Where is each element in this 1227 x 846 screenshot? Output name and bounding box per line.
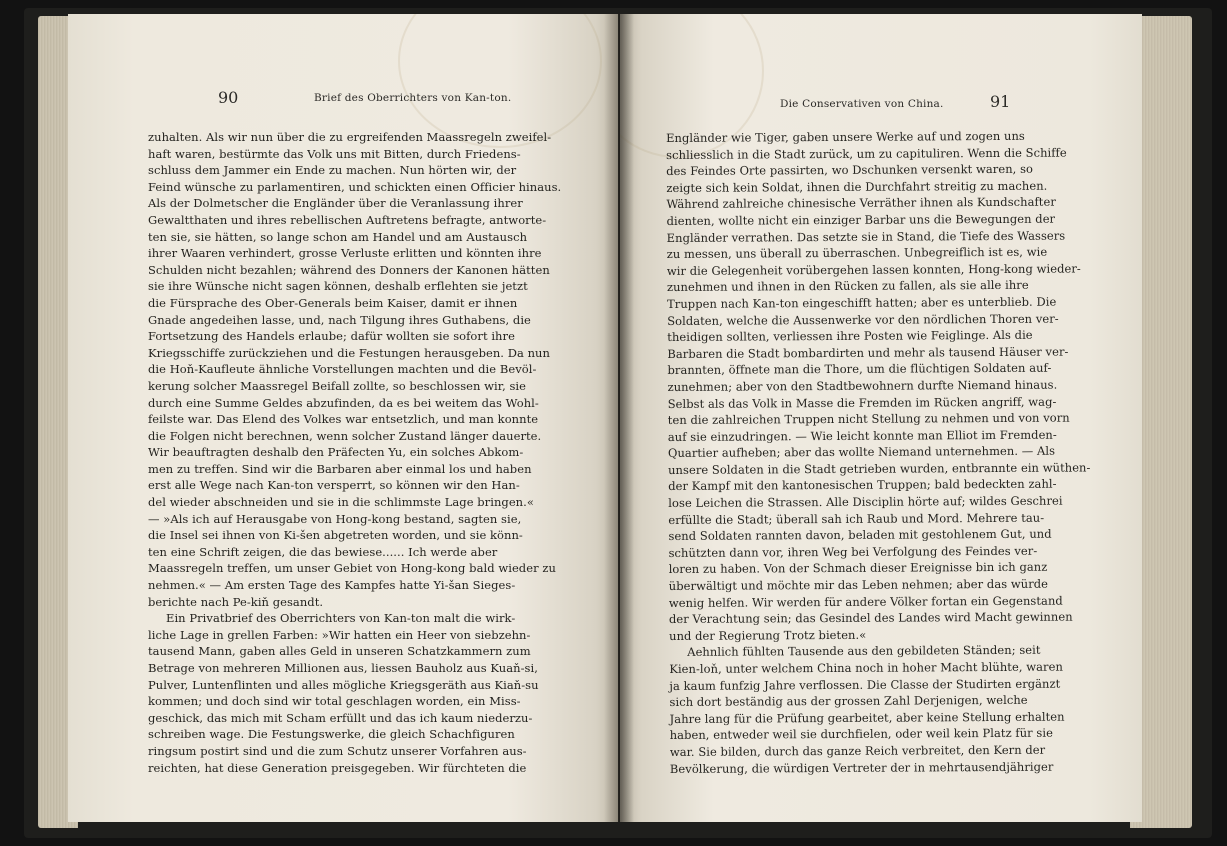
text-line: lose Leichen die Strassen. Alle Disciplin hörte auf; wildes Geschrei: [668, 493, 1063, 511]
text-line: schützten dann vor, ihren Weg bei Verfolgung des Feindes ver-: [668, 543, 1038, 560]
text-line: kommen; und doch sind wir total geschlagen worden, ein Miss-: [148, 694, 521, 709]
text-line: Während zahlreiche chinesische Verräther ihnen als Kundschafter: [666, 194, 1056, 212]
text-line: Wir beauftragten deshalb den Präfecten Yu, ein solches Abkom-: [148, 445, 524, 460]
text-line: unsere Soldaten in die Stadt getrieben wurden, entbrannte ein wüthen-: [668, 460, 1091, 477]
text-line: zu messen, uns überall zu überraschen. Unbegreiflich ist es, wie: [666, 244, 1048, 262]
text-line: Engländer verrathen. Das setzte sie in Stand, die Tiefe des Wassers: [666, 228, 1066, 245]
text-line: brannten, öffnete man die Thore, um die flüchtigen Soldaten auf-: [667, 360, 1052, 378]
book-gutter: [604, 14, 634, 822]
text-line: dienten, wollte nicht ein einziger Barbar uns die Bewegungen der: [666, 211, 1056, 228]
text-line: reichten, hat diese Generation preisgegeben. Wir fürchteten die: [148, 760, 527, 775]
text-line: erst alle Wege nach Kan-ton versperrt, so können wir den Han-: [148, 478, 520, 493]
text-line: zunehmen und ihnen in den Rücken zu fallen, als sie alle ihre: [666, 278, 1029, 295]
text-line: ringsum postirt sind und die zum Schutz unserer Vorfahren aus-: [148, 743, 527, 758]
text-line: del wieder abschneiden und sie in die schlimmste Lage bringen.«: [148, 495, 534, 510]
water-stain: [398, 14, 602, 148]
text-line: send Soldaten rannten davon, beladen mit gestohlenem Gut, und: [668, 526, 1052, 544]
text-line: loren zu haben. Von der Schmach dieser Ereignisse bin ich ganz: [668, 560, 1048, 577]
text-line: wenig helfen. Wir werden für andere Völker fortan ein Gegenstand: [668, 593, 1063, 610]
text-line: Als der Dolmetscher die Engländer über die Veranlassung ihrer: [148, 196, 523, 211]
text-line: schreiben wage. Die Festungswerke, die gleich Schachfiguren: [148, 727, 515, 742]
text-line: Aehnlich fühlten Tausende aus den gebildeten Ständen; seit: [687, 643, 1041, 660]
text-line: Barbaren die Stadt bombardirten und mehr als tausend Häuser ver-: [667, 344, 1069, 361]
text-line: sie ihre Wünsche nicht sagen können, deshalb erflehten sie jetzt: [148, 279, 528, 294]
text-line: durch eine Summe Geldes abzufinden, da es bei weitem das Wohl-: [148, 395, 539, 410]
text-line: sich dort beständig aus der grossen Zahl Derjenigen, welche: [669, 692, 1028, 710]
right-running-head: [780, 88, 1020, 118]
text-line: Feind wünsche zu parlamentiren, und schickten einen Officier hinaus.: [148, 179, 562, 194]
text-line: und der Regierung Trotz bieten.«: [669, 627, 867, 643]
text-line: feilste war. Das Elend des Volkes war entsetzlich, und man konnte: [148, 412, 539, 427]
text-line: Jahre lang für die Prüfung gearbeitet, aber keine Stellung erhalten: [669, 709, 1065, 726]
text-line: Kriegsschiffe zurückziehen und die Festungen herausgeben. Da nun: [148, 345, 550, 360]
left-running-title: Brief des Oberrichters von Kan-ton.: [314, 92, 512, 104]
text-line: ja kaum funfzig Jahre verflossen. Die Classe der Studirten ergänzt: [669, 676, 1061, 693]
text-line: Gnade angedeihen lasse, und, nach Tilgung ihres Guthabens, die: [148, 312, 531, 327]
text-line: des Feindes Orte passirten, wo Dschunken versenkt waren, so: [666, 161, 1034, 179]
text-line: Fortsetzung des Handels erlaube; dafür wollten sie sofort ihre: [148, 329, 515, 344]
text-line: zunehmen; aber von den Stadtbewohnern durfte Niemand hinaus.: [667, 377, 1058, 394]
text-line: berichte nach Pe-kiň gesandt.: [148, 594, 324, 609]
text-line: die Fürsprache des Ober-Generals beim Kaiser, damit er ihnen: [148, 295, 518, 310]
text-line: Soldaten, welche die Aussenwerke vor den nördlichen Thoren ver-: [667, 311, 1059, 328]
text-line: kerung solcher Maassregel Beifall zollte, so beschlossen wir, sie: [148, 378, 527, 393]
text-line: haben, entweder weil sie durchfielen, oder weil kein Platz für sie: [669, 726, 1053, 743]
text-line: Gewaltthaten und ihres rebellischen Auftretens befragte, antworte-: [148, 212, 547, 227]
text-line: Kien-loň, unter welchem China noch in hoher Macht blühte, waren: [669, 659, 1063, 676]
left-body-text: [148, 129, 568, 776]
text-line: erfüllte die Stadt; überall sah ich Raub und Mord. Mehrere tau-: [668, 510, 1045, 527]
text-line: Engländer wie Tiger, gaben unsere Werke auf und zogen uns: [666, 128, 1025, 145]
text-line: die Folgen nicht berechnen, wenn solcher Zustand länger dauerte.: [148, 428, 542, 443]
text-line: schluss dem Jammer ein Ende zu machen. Nun hörten wir, der: [148, 163, 517, 178]
text-line: geschick, das mich mit Scham erfüllt und das ich kaum niederzu-: [148, 710, 533, 725]
right-page-number: 91: [990, 92, 1011, 111]
text-line: zeigte sich kein Soldat, ihnen die Durchfahrt streitig zu machen.: [666, 178, 1048, 195]
text-line: — »Als ich auf Herausgabe von Hong-kong bestand, sagten sie,: [148, 511, 522, 526]
text-line: ihrer Waaren verhindert, grosse Verluste erlitten und könnten ihre: [148, 246, 542, 261]
right-body-text: [666, 127, 1102, 777]
text-line: haft waren, bestürmte das Volk uns mit Bitten, durch Friedens-: [148, 146, 521, 161]
left-running-head: [218, 88, 598, 118]
text-line: Betrage von mehreren Millionen aus, liessen Bauholz aus Kuaň-si,: [148, 661, 538, 675]
text-line: ten sie, sie hätten, so lange schon am Handel und am Austausch: [148, 229, 528, 244]
text-line: Schulden nicht bezahlen; während des Donners der Kanonen hätten: [148, 262, 550, 277]
left-page-number: 90: [218, 88, 239, 107]
text-line: der Verachtung sein; das Gesindel des Landes wird Macht gewinnen: [668, 609, 1073, 627]
text-line: war. Sie bilden, durch das ganze Reich verbreitet, den Kern der: [669, 742, 1046, 759]
text-line: theidigen sollten, verliessen ihre Posten wie Feiglinge. Als die: [667, 327, 1033, 345]
text-line: schliesslich in die Stadt zurück, um zu capituliren. Wenn die Schiffe: [666, 145, 1067, 162]
text-line: Pulver, Luntenflinten und alles mögliche Kriegsgeräth aus Kiaň-su: [148, 677, 539, 692]
text-line: zuhalten. Als wir nun über die zu ergreifenden Maassregeln zweifel-: [148, 130, 552, 144]
text-line: auf sie einzudringen. — Wie leicht konnte man Elliot im Fremden-: [667, 427, 1057, 444]
text-line: Quartier aufheben; aber das wollte Niemand unternehmen. — Als: [667, 443, 1056, 461]
text-line: tausend Mann, gaben alles Geld in unseren Schatzkammern zum: [148, 644, 531, 659]
text-line: Bevölkerung, die würdigen Vertreter der in mehrtausendjähriger: [669, 759, 1054, 776]
text-line: wir die Gelegenheit vorübergehen lassen konnten, Hong-kong wieder-: [666, 261, 1081, 278]
right-running-title: Die Conservativen von China.: [780, 98, 944, 110]
text-line: men zu treffen. Sind wir die Barbaren aber einmal los und haben: [148, 461, 532, 476]
text-line: Truppen nach Kan-ton eingeschifft hatten; aber es unterblieb. Die: [667, 294, 1057, 311]
text-line: liche Lage in grellen Farben: »Wir hatten ein Heer von siebzehn-: [148, 627, 531, 642]
text-line: Selbst als das Volk in Masse die Fremden im Rücken angriff, wag-: [667, 394, 1057, 411]
text-line: nehmen.« — Am ersten Tage des Kampfes hatte Yi-šan Sieges-: [148, 578, 516, 593]
text-line: die Hoň-Kaufleute ähnliche Vorstellungen machten und die Bevöl-: [148, 362, 537, 377]
text-line: Ein Privatbrief des Oberrichters von Kan-ton malt die wirk-: [166, 611, 516, 626]
text-line: die Insel sei ihnen von Ki-šen abgetreten worden, und sie könn-: [148, 528, 523, 543]
text-line: der Kampf mit den kantonesischen Truppen; bald bedeckten zahl-: [668, 477, 1057, 494]
text-line: ten die zahlreichen Truppen nicht Stellung zu nehmen und von vorn: [667, 410, 1070, 428]
text-line: Maassregeln treffen, um unser Gebiet von Hong-kong bald wieder zu: [148, 561, 556, 576]
text-line: ten eine Schrift zeigen, die das bewiese...... Ich werde aber: [148, 544, 498, 559]
text-line: überwältigt und möchte mir das Leben nehmen; aber das würde: [668, 576, 1049, 594]
